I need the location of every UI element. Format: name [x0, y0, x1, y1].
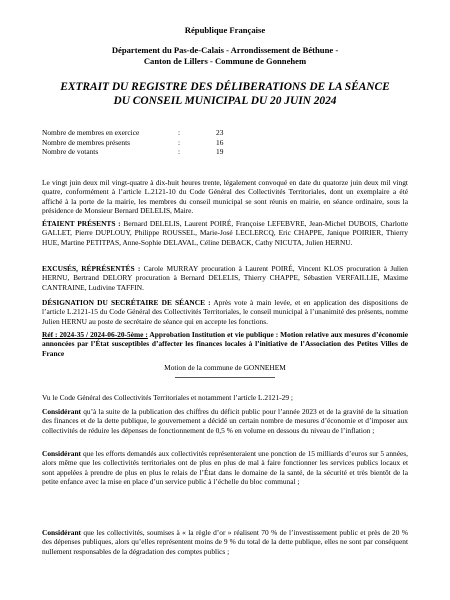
considerant-paragraph-1 — [42, 407, 408, 435]
intro-paragraph: Le vingt juin deux mil vingt-quatre à dix-huit heures trente, légalement convoqué en date du quatorze juin deux mil vingt quatre, conformément à l’article L.2121-10 du Code Général des Collectivités Territoriales, dont un exemplaire a été affiché à la porte de la mairie, les membres du conseil municipal se sont réunis en mairie, en séance ordinaire, sous la présidence de Monsieur Bernard DELELIS, Maire. — [42, 178, 408, 215]
present-paragraph — [42, 219, 408, 247]
reference-label: Réf : 2024-35 / 2024-06-20-5ème : — [42, 330, 148, 339]
count-colon: : — [178, 147, 181, 156]
count-value: 16 — [216, 137, 224, 147]
considerant-label: Considérant — [42, 407, 82, 416]
considerant-label: Considérant — [42, 528, 82, 537]
secretary-label: DÉSIGNATION DU SECRÉTAIRE DE SÉANCE : — [42, 298, 211, 307]
count-row — [42, 147, 246, 157]
republic-heading: République Française — [184, 25, 266, 35]
present-label: ÉTAIENT PRÉSENTS : — [42, 219, 121, 228]
count-row — [42, 128, 246, 138]
count-colon: : — [178, 128, 181, 137]
title-line-2: DU CONSEIL MUNICIPAL DU 20 JUIN 2024 — [113, 95, 337, 107]
considerant-label: Considérant — [42, 449, 82, 458]
motion-title: Motion de la commune de GONNEHEM — [164, 363, 286, 372]
reference-text: Approbation Institution et vie publique : Motion relative aux mesures d’économie annoncées par l’État susceptibles d’affecter les finances locales à l’initiative de l’Association des Petites Villes de France — [42, 330, 408, 358]
department-heading — [0, 45, 450, 67]
present-text: Bernard DELELIS, Laurent POIRÉ, Françoise LEFEBVRE, Jean-Michel DUBOIS, Charlotte GALLET, Pierre DUPLOUY, Philippe ROUSSEL, Marie-José LECLERCQ, Eric CHAPPE, Janique POIRIER, Thierry HUE, Martine PETITPAS, Anne-Sophie DELAVAL, Céline DEBACK, Cathy NICUTA, Julien HERNU. — [42, 219, 408, 247]
considerant-paragraph-2 — [42, 449, 408, 486]
member-counts — [42, 128, 246, 157]
secretary-text: Après vote à main levée, et en application des dispositions de l’article L.2121-15 du Code Général des Collectivités Territoriales, le conseil municipal à l’unanimité des présents, nomme Julien HERNU au poste de secrétaire de séance qui en accepte les fonctions. — [42, 298, 408, 326]
count-label: Nombre de membres présents — [42, 137, 131, 147]
secretary-paragraph — [42, 298, 408, 326]
considerant-text: que les collectivités, soumises à « la règle d’or » réalisent 70 % de l’investissement public et près de 20 % des dépenses publiques, alors qu’elles représentent moins de 9 % du total de la dette publique, elles ne sont par conséquent nullement responsables de la dégradation des comptes publics ; — [42, 528, 408, 556]
count-value: 19 — [216, 147, 224, 156]
title-line-1: EXTRAIT DU REGISTRE DES DÉLIBERATIONS DE LA SÉANCE — [60, 81, 390, 93]
considerant-text: qu’à la suite de la publication des chiffres du déficit public pour l’année 2023 et de la gravité de la situation des finances et de la dette publique, le gouvernement a décidé un certain nombre de mesures d’économie et d’imposer aux collectivités de réduire les dépenses de fonctionnement de 0,5 % en volume en dessous du niveau de l’inflation ; — [42, 407, 408, 435]
department-line-1: Département du Pas-de-Calais - Arrondissement de Béthune - — [111, 45, 339, 55]
count-row — [42, 138, 246, 148]
considerant-paragraph-3 — [42, 528, 408, 556]
reference-paragraph — [42, 330, 408, 358]
considerant-text: que les efforts demandés aux collectivités représenteraient une ponction de 15 milliards d’euros sur 5 années, alors même que les collectivités territoriales ont de plus en plus de mal à faire fonctionner les services publics locaux et sont appelées à prendre de plus en plus le relais de l’État dans le domaine de la santé, de la sécurité et très bientôt de la petite enfance avec la mise en place d’un service public à l’échelle du bloc communal ; — [42, 449, 408, 486]
document-title — [0, 80, 450, 108]
count-colon: : — [178, 137, 181, 147]
excused-text: Carole MURRAY procuration à Laurent POIRÉ, Vincent KLOS procuration à Julien HERNU, Bertrand DELORY procuration à Bernard DELELIS, Thierry CHAPPE, Sébastien VERFAILLIE, Maxime CANTRAINE, Ludivine TAFFIN. — [42, 264, 408, 292]
motion-divider — [175, 377, 275, 378]
vu-paragraph: Vu le Code Général des Collectivités Territoriales et notamment l’article L.2121-29 ; — [42, 393, 293, 402]
excused-paragraph — [42, 264, 408, 292]
count-label: Nombre de membres en exercice — [42, 128, 140, 137]
count-value: 23 — [216, 128, 224, 137]
count-label: Nombre de votants — [42, 147, 99, 156]
department-line-2: Canton de Lillers - Commune de Gonnehem — [143, 56, 307, 66]
excused-label: EXCUSÉS, RÉPRÉSENTÉS : — [42, 264, 141, 273]
